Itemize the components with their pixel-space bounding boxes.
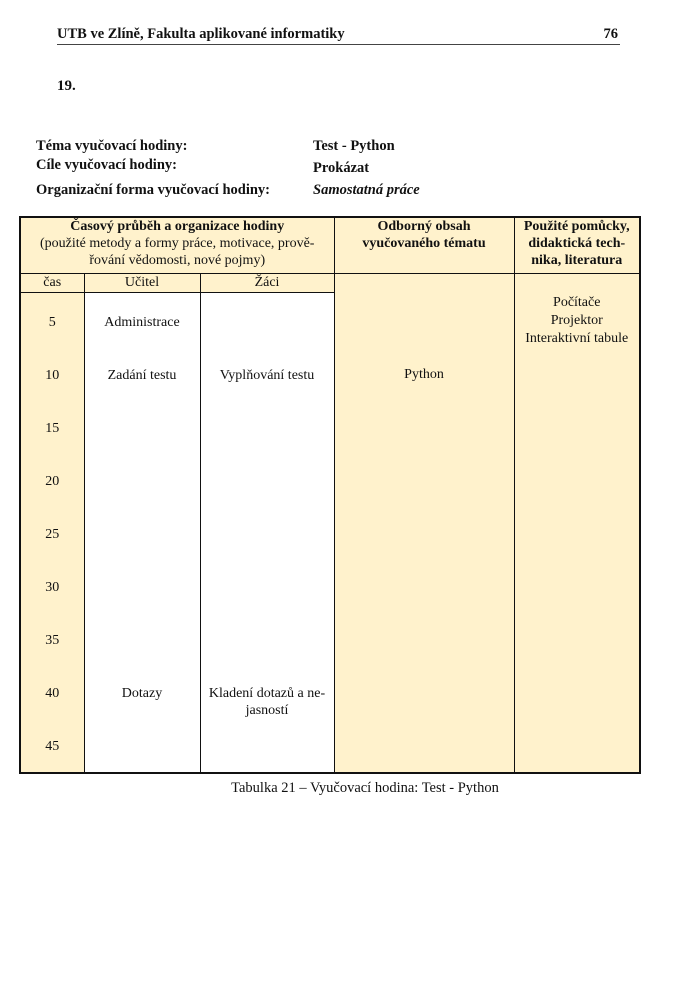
time-value: 25 <box>45 526 60 542</box>
col2-title-line1: Odborný obsah <box>377 219 471 234</box>
content-text: Python <box>404 366 444 382</box>
lesson-plan-table <box>19 216 641 774</box>
section-number: 19. <box>57 78 76 94</box>
subheader-time: čas <box>20 273 84 292</box>
col2-title-line2: vyučovaného tématu <box>362 236 486 251</box>
col1-subtitle-line2: řování vědomosti, nové pojmy) <box>89 253 266 268</box>
teacher-activity: Zadání testu <box>107 367 177 383</box>
form-value: Samostatná práce <box>313 182 420 198</box>
aid-item: Projektor <box>550 312 603 328</box>
time-value: 30 <box>45 579 60 595</box>
time-value: 15 <box>45 420 60 436</box>
col1-subtitle-line1: (použité metody a formy práce, motivace, prově- <box>40 236 315 251</box>
header-content <box>334 217 514 273</box>
header-aids <box>514 217 640 273</box>
table-caption: Tabulka 21 – Vyučovací hodina: Test - Python <box>231 780 499 796</box>
col1-title: Časový průběh a organizace hodiny <box>70 219 285 234</box>
students-activity-line1: Kladení dotazů a ne- <box>208 685 326 701</box>
time-value: 5 <box>48 314 56 330</box>
time-value: 40 <box>45 685 60 701</box>
col3-title-line3: nika, literatura <box>531 253 623 268</box>
students-activity-line2: jasností <box>245 702 289 718</box>
goals-value: Prokázat <box>313 160 370 176</box>
aid-item: Interaktivní tabule <box>525 330 629 346</box>
goals-label: Cíle vyučovací hodiny: <box>36 157 177 173</box>
subheader-students: Žáci <box>200 273 334 292</box>
teacher-column <box>84 292 200 773</box>
col3-title-line2: didaktická tech- <box>528 236 626 251</box>
time-value: 10 <box>45 367 60 383</box>
topic-value: Test - Python <box>313 138 395 154</box>
time-value: 20 <box>45 473 60 489</box>
col3-title-line1: Použité pomůcky, <box>523 219 630 234</box>
content-cell <box>334 273 514 773</box>
time-value: 45 <box>45 738 60 754</box>
aids-cell <box>514 273 640 773</box>
subheader-teacher: Učitel <box>84 273 200 292</box>
aid-item: Počítače <box>553 294 601 310</box>
topic-label: Téma vyučovací hodiny: <box>36 138 188 154</box>
teacher-activity: Dotazy <box>121 685 163 701</box>
students-column <box>200 292 334 773</box>
teacher-activity: Administrace <box>104 314 180 330</box>
running-header <box>57 26 620 45</box>
time-value: 35 <box>45 632 60 648</box>
students-activity: Vyplňování testu <box>219 367 315 383</box>
time-column <box>20 292 84 773</box>
header-title: UTB ve Zlíně, Fakulta aplikované informatiky <box>57 26 345 42</box>
page-number: 76 <box>603 26 618 42</box>
form-label: Organizační forma vyučovací hodiny: <box>36 182 271 198</box>
header-time-organization <box>20 217 334 273</box>
